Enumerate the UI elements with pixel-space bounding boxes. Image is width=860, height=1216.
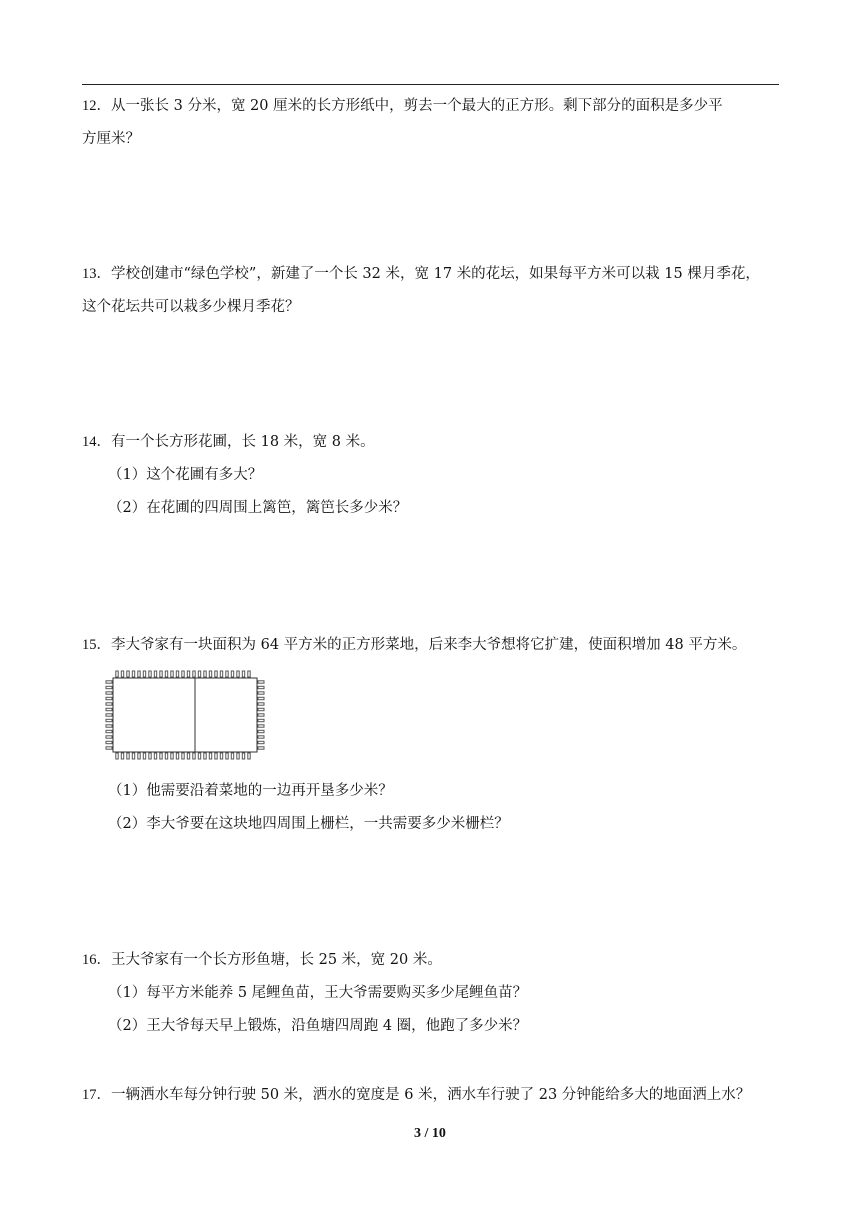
question-13-line-1: 13．学校创建市“绿色学校”，新建了一个长 32 米，宽 17 米的花坛，如果每平方米可以栽 15 棵月季花， bbox=[82, 266, 760, 282]
fenced-vegetable-plot-figure bbox=[103, 670, 267, 760]
question-17-number: 17． bbox=[82, 1087, 111, 1103]
fence-post bbox=[258, 681, 264, 683]
fence-post bbox=[106, 719, 112, 721]
fence-post bbox=[226, 671, 228, 677]
fence-post bbox=[121, 671, 123, 677]
question-13-line-2: 这个花坛共可以栽多少棵月季花？ bbox=[82, 299, 300, 315]
question-13-number: 13． bbox=[82, 266, 111, 282]
fence-post bbox=[106, 692, 112, 694]
fence-post bbox=[176, 753, 178, 759]
fence-post bbox=[220, 753, 222, 759]
fence-post bbox=[248, 753, 250, 759]
question-16-line-1: 16．王大爷家有一个长方形鱼塘，长 25 米，宽 20 米。 bbox=[82, 952, 442, 968]
fence-post bbox=[231, 671, 233, 677]
fence-post bbox=[165, 671, 167, 677]
fence-post bbox=[116, 671, 118, 677]
fence-post bbox=[160, 753, 162, 759]
fence-post bbox=[143, 753, 145, 759]
fence-post bbox=[215, 753, 217, 759]
fence-post bbox=[106, 681, 112, 683]
question-14-sub-1: （1）这个花圃有多大？ bbox=[108, 467, 263, 483]
fence-post bbox=[182, 671, 184, 677]
fence-post bbox=[242, 671, 244, 677]
fence-post bbox=[106, 730, 112, 732]
fence-post bbox=[121, 753, 123, 759]
fence-post bbox=[258, 686, 264, 688]
fence-post bbox=[132, 753, 134, 759]
fence-post bbox=[258, 692, 264, 694]
fence-post bbox=[193, 671, 195, 677]
question-15-line-1: 15．李大爷家有一块面积为 64 平方米的正方形菜地，后来李大爷想将它扩建，使面积增加 48 平方米。 bbox=[82, 637, 747, 653]
question-16-sub-1: （1）每平方米能养 5 尾鲤鱼苗，王大爷需要购买多少尾鲤鱼苗？ bbox=[108, 985, 528, 1001]
fence-post bbox=[106, 714, 112, 716]
fence-post bbox=[242, 753, 244, 759]
fence-post bbox=[258, 714, 264, 716]
fence-marks bbox=[106, 671, 264, 759]
fence-post bbox=[187, 753, 189, 759]
fence-post bbox=[106, 736, 112, 738]
fence-post bbox=[231, 753, 233, 759]
fence-post bbox=[154, 671, 156, 677]
fence-post bbox=[209, 753, 211, 759]
question-15-sub-1: （1）他需要沿着菜地的一边再开垦多少米？ bbox=[108, 783, 393, 799]
fence-post bbox=[106, 703, 112, 705]
question-14-number: 14． bbox=[82, 434, 111, 450]
fence-post bbox=[258, 719, 264, 721]
question-14-sub-2: （2）在花圃的四周围上篱笆，篱笆长多少米？ bbox=[108, 500, 408, 516]
fence-post bbox=[165, 753, 167, 759]
fence-post bbox=[160, 671, 162, 677]
fence-post bbox=[258, 703, 264, 705]
fence-post bbox=[106, 697, 112, 699]
fence-post bbox=[258, 741, 264, 743]
fence-post bbox=[106, 686, 112, 688]
question-12-number: 12． bbox=[82, 98, 111, 114]
fence-post bbox=[143, 671, 145, 677]
fence-post bbox=[226, 753, 228, 759]
question-15-sub-2: （2）李大爷要在这块地四周围上栅栏，一共需要多少米栅栏？ bbox=[108, 816, 509, 832]
fence-post bbox=[193, 753, 195, 759]
fence-post bbox=[154, 753, 156, 759]
fence-post bbox=[187, 671, 189, 677]
fence-post bbox=[138, 671, 140, 677]
fence-post bbox=[204, 753, 206, 759]
fence-post bbox=[198, 671, 200, 677]
fence-post bbox=[258, 708, 264, 710]
question-16-sub-2: （2）王大爷每天早上锻炼，沿鱼塘四周跑 4 圈，他跑了多少米？ bbox=[108, 1018, 528, 1034]
fence-post bbox=[171, 753, 173, 759]
fence-post bbox=[237, 671, 239, 677]
fence-post bbox=[106, 725, 112, 727]
fence-post bbox=[209, 671, 211, 677]
fence-post bbox=[182, 753, 184, 759]
fence-post bbox=[106, 741, 112, 743]
fence-post bbox=[198, 753, 200, 759]
fence-post bbox=[127, 753, 129, 759]
fence-post bbox=[138, 753, 140, 759]
fence-post bbox=[127, 671, 129, 677]
header-rule bbox=[82, 84, 779, 85]
fence-post bbox=[258, 736, 264, 738]
fence-post bbox=[149, 671, 151, 677]
question-16-number: 16． bbox=[82, 952, 111, 968]
fence-post bbox=[149, 753, 151, 759]
fence-post bbox=[106, 747, 112, 749]
fence-post bbox=[132, 671, 134, 677]
fence-post bbox=[258, 730, 264, 732]
fence-post bbox=[258, 725, 264, 727]
fence-post bbox=[116, 753, 118, 759]
fence-post bbox=[220, 671, 222, 677]
fence-post bbox=[204, 671, 206, 677]
fence-post bbox=[248, 671, 250, 677]
fence-post bbox=[106, 708, 112, 710]
question-12-line-1: 12．从一张长 3 分米，宽 20 厘米的长方形纸中，剪去一个最大的正方形。剩下部分的面积是多少平 bbox=[82, 98, 723, 114]
plot-outline bbox=[113, 678, 257, 752]
question-15-number: 15． bbox=[82, 637, 111, 653]
fence-post bbox=[215, 671, 217, 677]
fence-post bbox=[258, 697, 264, 699]
fence-post bbox=[258, 747, 264, 749]
question-12-line-2: 方厘米？ bbox=[82, 131, 140, 147]
question-14-line-1: 14．有一个长方形花圃，长 18 米，宽 8 米。 bbox=[82, 434, 375, 450]
page-number: 3 / 10 bbox=[414, 1126, 446, 1141]
fence-post bbox=[176, 671, 178, 677]
fence-post bbox=[171, 671, 173, 677]
question-17-line-1: 17．一辆洒水车每分钟行驶 50 米，洒水的宽度是 6 米，洒水车行驶了 23 分钟能给多大的地面洒上水？ bbox=[82, 1087, 751, 1103]
fence-post bbox=[237, 753, 239, 759]
